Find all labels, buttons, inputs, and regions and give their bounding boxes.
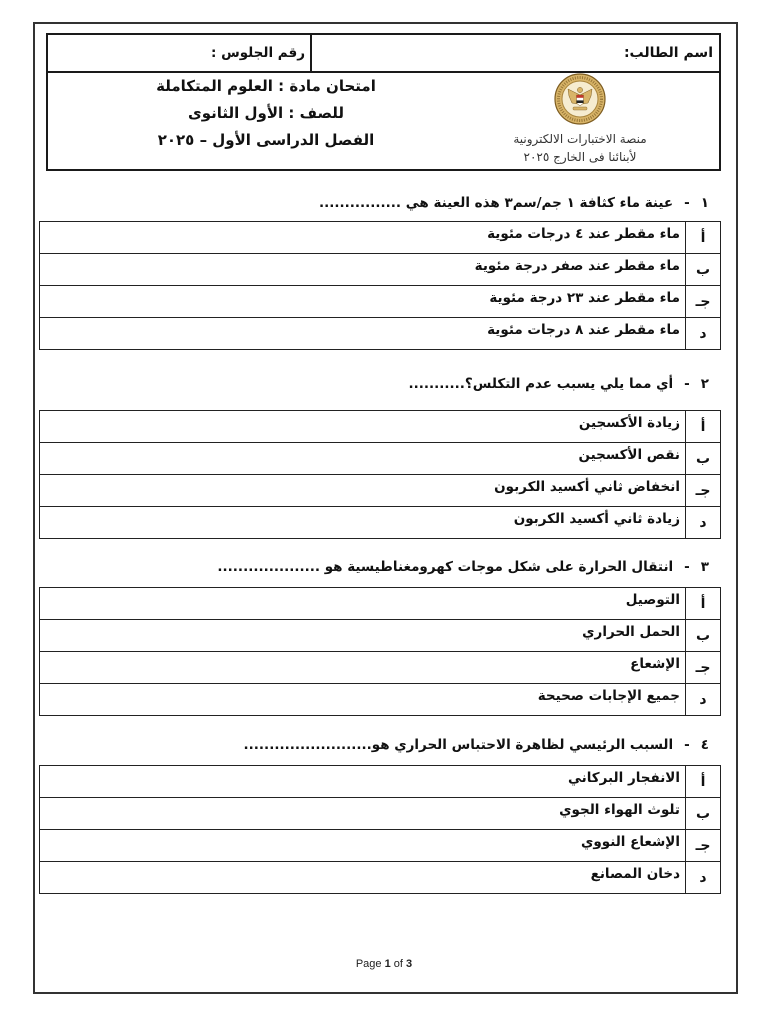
option-text: ماء مقطر عند ٤ درجات مئوية xyxy=(487,226,680,242)
option-letter: أ xyxy=(685,766,720,797)
option-row xyxy=(40,652,720,684)
option-text: انخفاض ثاني أكسيد الكربون xyxy=(494,479,680,495)
option-text: ماء مقطر عند ٢٣ درجة مئوية xyxy=(489,290,680,306)
option-row xyxy=(40,798,720,830)
page-number xyxy=(0,958,768,974)
question-stem xyxy=(39,558,721,576)
question-stem xyxy=(39,194,721,212)
option-text: نقص الأكسجين xyxy=(578,447,680,463)
option-letter: جـ xyxy=(685,830,720,861)
option-letter: أ xyxy=(685,222,720,253)
option-row xyxy=(40,443,720,475)
option-row xyxy=(40,766,720,798)
option-row xyxy=(40,588,720,620)
question-4 xyxy=(39,736,721,894)
option-row xyxy=(40,318,720,349)
options-table xyxy=(39,221,721,350)
option-text: التوصيل xyxy=(625,592,680,608)
question-text: السبب الرئيسي لظاهرة الاحتباس الحراري هو......................... xyxy=(243,737,674,753)
exam-term-line: الفصل الدراسى الأول – ٢٠٢٥ xyxy=(157,131,375,149)
question-2 xyxy=(39,375,721,539)
question-3 xyxy=(39,558,721,716)
option-letter: د xyxy=(685,862,720,893)
options-table xyxy=(39,765,721,894)
option-row xyxy=(40,411,720,443)
option-text: ماء مقطر عند ٨ درجات مئوية xyxy=(487,322,680,338)
page-word: Page xyxy=(355,958,382,970)
option-row xyxy=(40,286,720,318)
question-separator: - xyxy=(684,737,690,753)
exam-info xyxy=(48,73,484,169)
option-letter: جـ xyxy=(685,286,720,317)
student-name-label: اسم الطالب: xyxy=(623,45,713,61)
option-text: زيادة الأكسجين xyxy=(578,415,680,431)
option-text: الحمل الحراري xyxy=(582,624,680,640)
exam-header-table xyxy=(46,33,721,171)
options-table xyxy=(39,410,721,539)
student-name-cell xyxy=(312,35,719,71)
platform-tagline: لأبنائنا فى الخارج ٢٠٢٥ xyxy=(523,150,637,164)
option-text: زيادة ثاني أكسيد الكربون xyxy=(513,511,680,527)
question-number: ١ xyxy=(700,195,709,211)
question-number: ٤ xyxy=(700,737,709,753)
question-text: عينة ماء كثافة ١ جم/سم٣ هذه العينة هي ................ xyxy=(318,195,674,211)
option-row xyxy=(40,862,720,893)
option-text: جميع الإجابات صحيحة xyxy=(537,688,680,704)
option-row xyxy=(40,254,720,286)
option-letter: د xyxy=(685,684,720,715)
option-text: تلوث الهواء الجوي xyxy=(559,802,680,818)
option-row xyxy=(40,684,720,715)
option-letter: ب xyxy=(685,254,720,285)
option-letter: جـ xyxy=(685,652,720,683)
exam-grade-line: للصف : الأول الثانوى xyxy=(187,104,345,122)
question-number: ٢ xyxy=(700,376,709,392)
platform-name: منصة الاختبارات الالكترونية xyxy=(513,132,647,146)
of-word: of xyxy=(393,958,403,970)
question-1 xyxy=(39,194,721,350)
option-row xyxy=(40,620,720,652)
options-table xyxy=(39,587,721,716)
option-text: دخان المصانع xyxy=(590,866,680,882)
option-text: ماء مقطر عند صفر درجة مئوية xyxy=(474,258,680,274)
option-letter: ب xyxy=(685,620,720,651)
question-number: ٣ xyxy=(700,559,709,575)
option-letter: أ xyxy=(685,411,720,442)
option-letter: ب xyxy=(685,798,720,829)
option-letter: د xyxy=(685,507,720,538)
option-text: الإشعاع xyxy=(630,656,680,672)
question-text: انتقال الحرارة على شكل موجات كهرومغناطيسية هو .................... xyxy=(217,559,674,575)
exam-subject-line: امتحان مادة : العلوم المتكاملة xyxy=(156,77,376,95)
option-text: الإشعاع النووي xyxy=(580,834,680,850)
question-stem xyxy=(39,736,721,754)
option-row xyxy=(40,222,720,254)
seat-number-cell xyxy=(48,35,310,71)
option-letter: ب xyxy=(685,443,720,474)
seat-number-label: رقم الجلوس : xyxy=(210,45,305,61)
option-letter: أ xyxy=(685,588,720,619)
question-separator: - xyxy=(684,195,690,211)
question-separator: - xyxy=(684,559,690,575)
option-text: الانفجار البركاني xyxy=(568,770,680,786)
question-separator: - xyxy=(684,376,690,392)
current-page: 1 xyxy=(384,958,391,970)
option-row xyxy=(40,507,720,538)
platform-caption xyxy=(480,130,680,166)
option-row xyxy=(40,830,720,862)
option-letter: د xyxy=(685,318,720,349)
total-pages: 3 xyxy=(406,958,413,970)
ministry-emblem-icon xyxy=(554,73,606,125)
question-text: أي مما يلي يسبب عدم التكلس؟........... xyxy=(408,376,674,392)
question-stem xyxy=(39,375,721,393)
option-row xyxy=(40,475,720,507)
option-letter: جـ xyxy=(685,475,720,506)
